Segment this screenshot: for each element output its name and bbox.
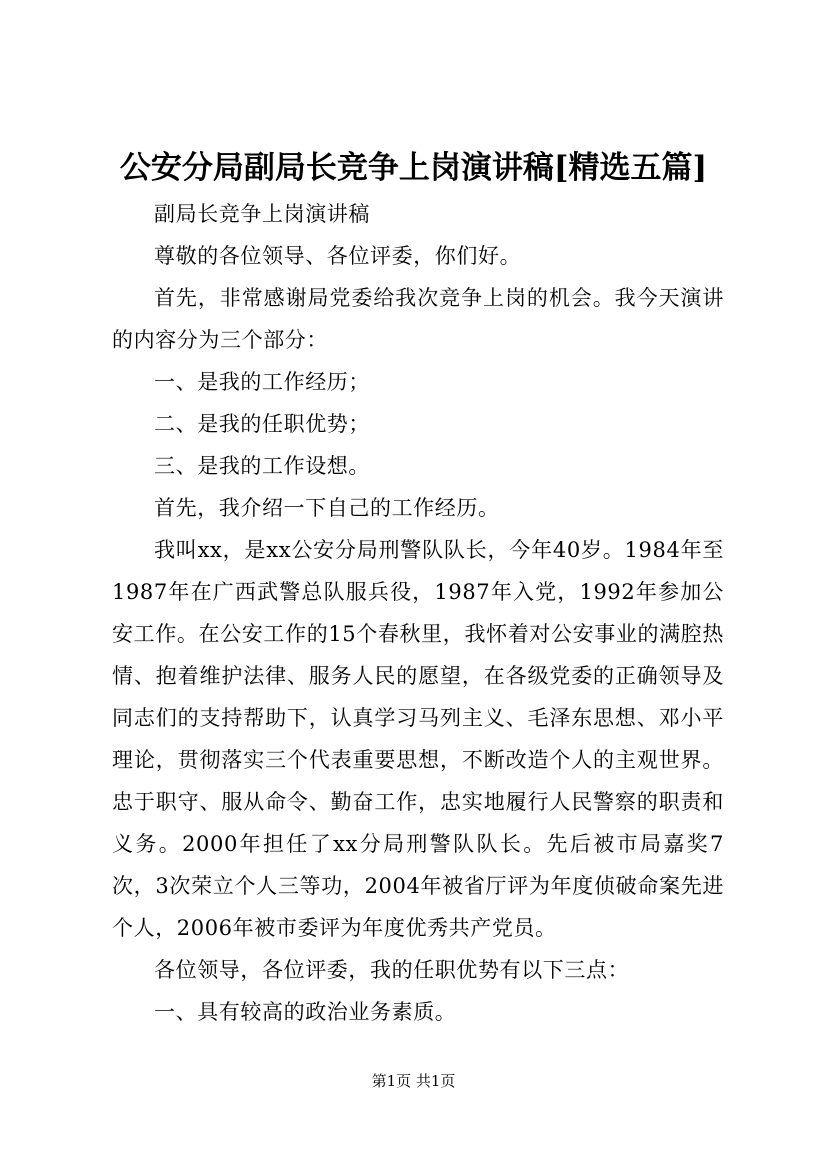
page-number-footer: 第1页 共1页 <box>371 1072 456 1090</box>
paragraph-greeting: 尊敬的各位领导、各位评委，你们好。 <box>154 244 522 268</box>
paragraph-outline-2: 二、是我的任职优势； <box>154 412 370 436</box>
paragraph-outline-3: 三、是我的工作设想。 <box>154 454 370 478</box>
paragraph-advantages-intro: 各位领导，各位评委，我的任职优势有以下三点： <box>154 958 630 982</box>
paragraph-outline-1: 一、是我的工作经历； <box>154 370 370 394</box>
document-title: 公安分局副局长竞争上岗演讲稿[精选五篇] <box>119 150 708 186</box>
document-body <box>112 193 724 1033</box>
paragraph-subtitle: 副局长竞争上岗演讲稿 <box>154 202 370 226</box>
paragraph-experience: 我叫xx，是xx公安分局刑警队队长，今年40岁。1984年至1987年在广西武警总队服兵役，1987年入党，1992年参加公安工作。在公安工作的15个春秋里，我怀着对公安事业的满腔热情、抱着维护法律、服务人民的愿望，在各级党委的正确领导及同志们的支持帮助下，认真学习马列主义、毛泽东思想、邓小平理论，贯彻落实三个代表重要思想，不断改造个人的主观世界。忠于职守、服从命令、勤奋工作，忠实地履行人民警察的职责和义务。2000年担任了xx分局刑警队队长。先后被市局嘉奖7次，3次荣立个人三等功，2004年被省厅评为年度侦破命案先进个人，2006年被市委评为年度优秀共产党员。 <box>112 538 724 940</box>
paragraph-advantage-1: 一、具有较高的政治业务素质。 <box>154 1000 457 1024</box>
paragraph-intro: 首先，非常感谢局党委给我次竞争上岗的机会。我今天演讲的内容分为三个部分： <box>112 286 724 352</box>
paragraph-experience-intro: 首先，我介绍一下自己的工作经历。 <box>154 496 500 520</box>
